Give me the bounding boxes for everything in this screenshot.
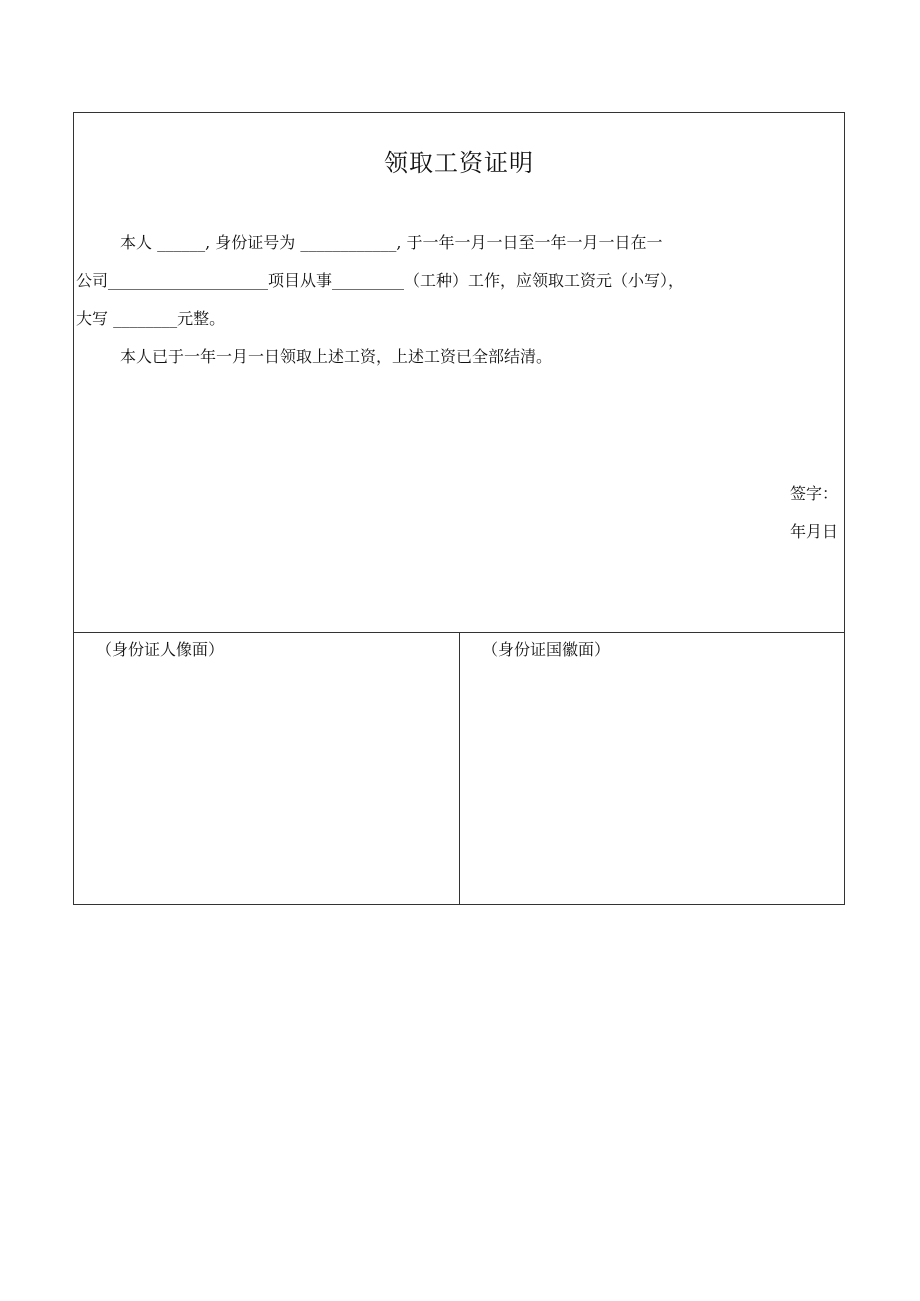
id-back-cell	[460, 633, 844, 904]
signature-label: 签字：	[790, 484, 839, 503]
statement-line-2: 公司____________________项目从事_________（工种）工作，应领取工资元（小写），	[76, 271, 685, 290]
statement-line-1: 本人 ______, 身份证号为 ____________, 于一年一月一日至一年一月一日在一	[120, 233, 663, 252]
certificate-form	[73, 112, 845, 905]
statement-line-3: 大写 ________元整。	[76, 309, 226, 328]
statement-line-4: 本人已于一年一月一日领取上述工资，上述工资已全部结清。	[120, 347, 553, 366]
id-back-label: （身份证国徽面）	[482, 640, 611, 659]
id-front-label: （身份证人像面）	[96, 640, 225, 659]
document-title: 领取工资证明	[384, 149, 534, 177]
id-front-cell	[74, 633, 459, 904]
date-label: 年月日	[790, 522, 839, 541]
statement-section	[74, 113, 844, 633]
